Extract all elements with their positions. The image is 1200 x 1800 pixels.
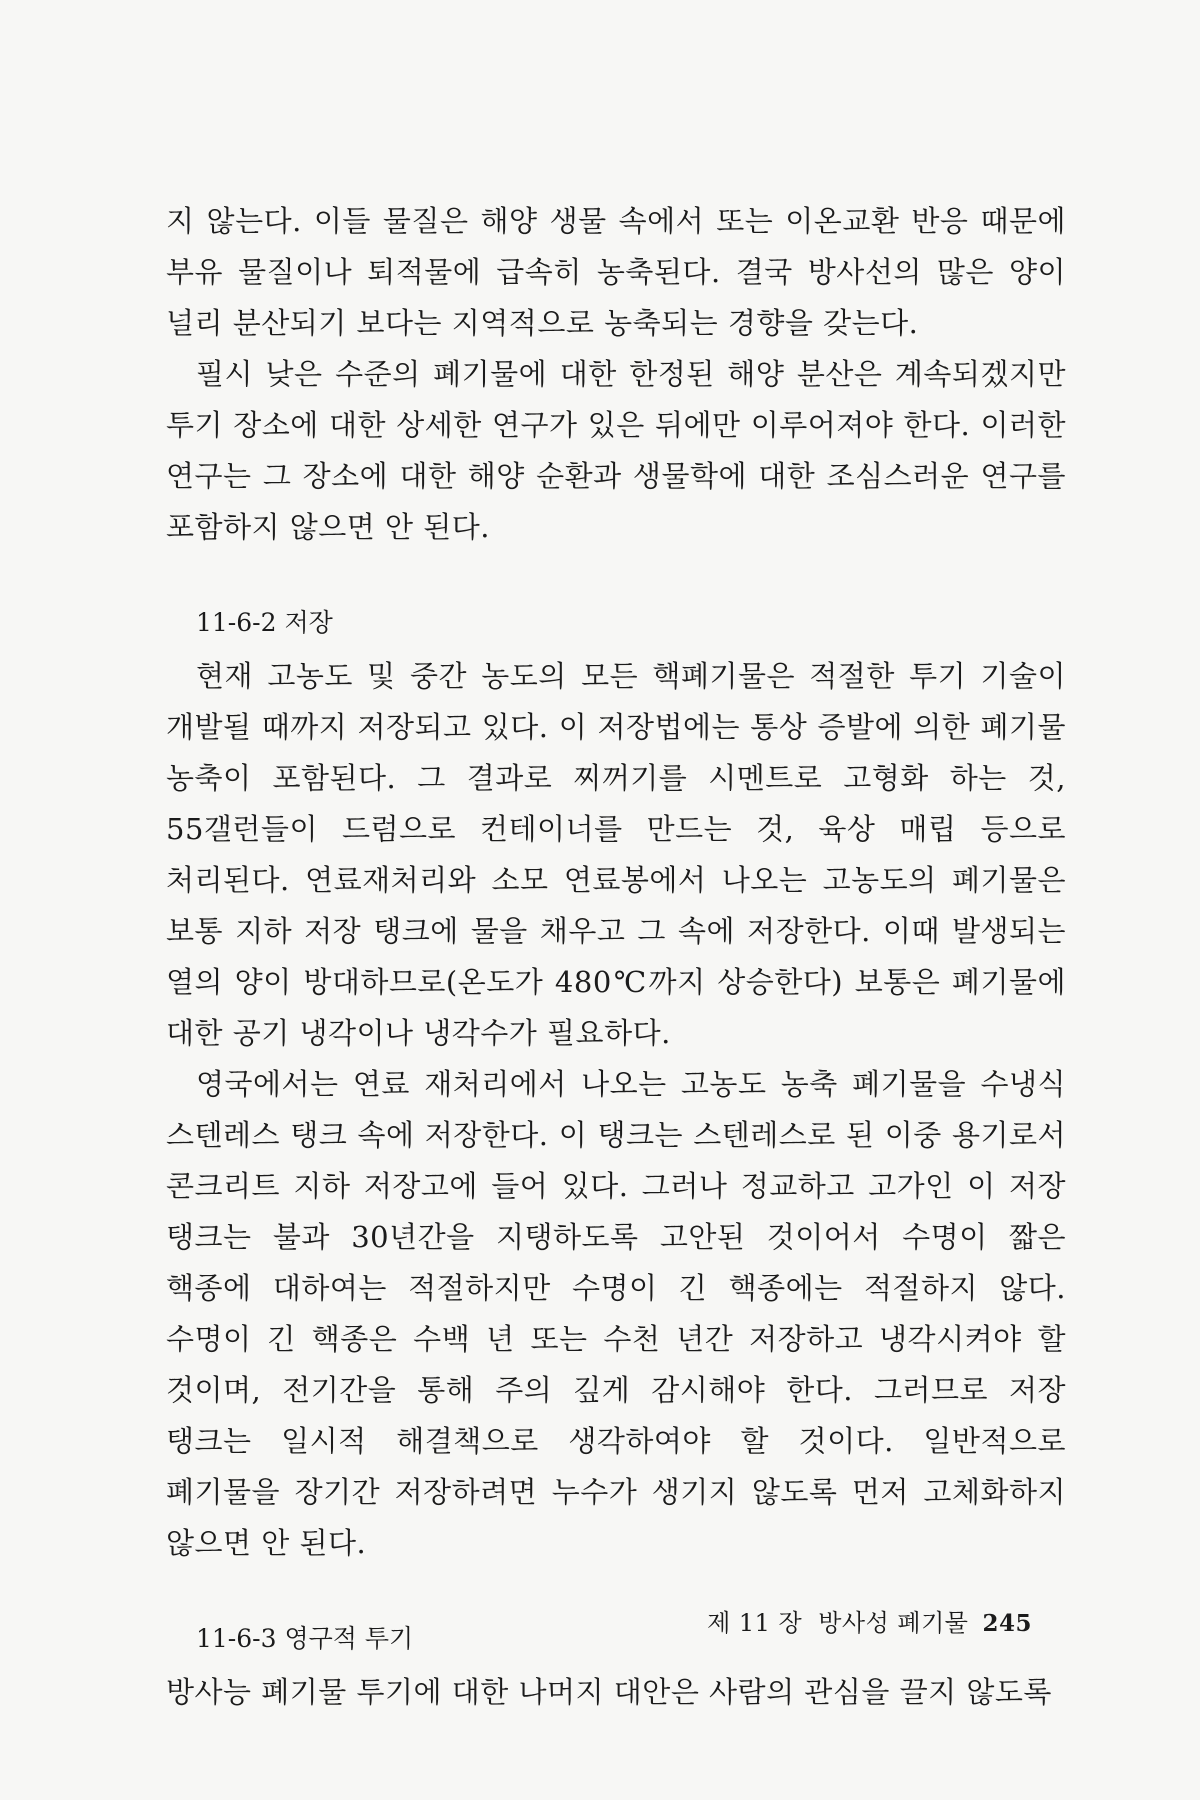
paragraph-ocean-dispersal: 필시 낮은 수준의 폐기물에 대한 한정된 해양 분산은 계속되겠지만 투기 장소에 대한 상세한 연구가 있은 뒤에만 이루어져야 한다. 이러한 연구는 그 장소에 대한 해양 순환과 생물학에 대한 조심스러운 연구를 포함하지 않으면 안 된다. — [166, 357, 1066, 544]
paragraph-disposal-start: 방사능 폐기물 투기에 대한 나머지 대안은 사람의 관심을 끌지 않도록 — [166, 1675, 1052, 1709]
page-number: 245 — [982, 1610, 1032, 1637]
page-footer — [0, 1606, 1032, 1641]
paragraph-continuation: 지 않는다. 이들 물질은 해양 생물 속에서 또는 이온교환 반응 때문에 부유 물질이나 퇴적물에 급속히 농축된다. 결국 방사선의 많은 양이 널리 분산되기 보다는 지역적으로 농축되는 경향을 갖는다. — [166, 204, 1066, 340]
footer-chapter: 제 11 장 — [707, 1609, 803, 1637]
section-heading-permanent-disposal: 11-6-3 영구적 투기 — [196, 1624, 414, 1653]
page-body — [166, 196, 1066, 1718]
footer-chapter-title: 방사성 폐기물 — [818, 1609, 969, 1637]
paragraph-storage-current: 현재 고농도 및 중간 농도의 모든 핵폐기물은 적절한 투기 기술이 개발될 때까지 저장되고 있다. 이 저장법에는 통상 증발에 의한 폐기물 농축이 포함된다. 그 결과로 찌꺼기를 시멘트로 고형화 하는 것, 55갤런들이 드럼으로 컨테이너를 만드는 것, 육상 매립 등으로 처리된다. 연료재처리와 소모 연료봉에서 나오는 고농도의 폐기물은 보통 지하 저장 탱크에 물을 채우고 그 속에 저장한다. 이때 발생되는 열의 양이 방대하므로(온도가 480℃까지 상승한다) 보통은 폐기물에 대한 공기 냉각이나 냉각수가 필요하다. — [166, 659, 1067, 1050]
paragraph-storage-uk: 영국에서는 연료 재처리에서 나오는 고농도 농축 폐기물을 수냉식 스텐레스 탱크 속에 저장한다. 이 탱크는 스텐레스로 된 이중 용기로서 콘크리트 지하 저장고에 들어 있다. 그러나 정교하고 고가인 이 저장 탱크는 불과 30년간을 지탱하도록 고안된 것이어서 수명이 짧은 핵종에 대하여는 적절하지만 수명이 긴 핵종에는 적절하지 않다. 수명이 긴 핵종은 수백 년 또는 수천 년간 저장하고 냉각시켜야 할 것이며, 전기간을 통해 주의 깊게 감시해야 한다. 그러므로 저장 탱크는 일시적 해결책으로 생각하여야 할 것이다. 일반적으로 폐기물을 장기간 저장하려면 누수가 생기지 않도록 먼저 고체화하지 않으면 안 된다. — [166, 1067, 1066, 1560]
spacer — [166, 553, 1066, 599]
section-heading-storage: 11-6-2 저장 — [196, 608, 333, 637]
